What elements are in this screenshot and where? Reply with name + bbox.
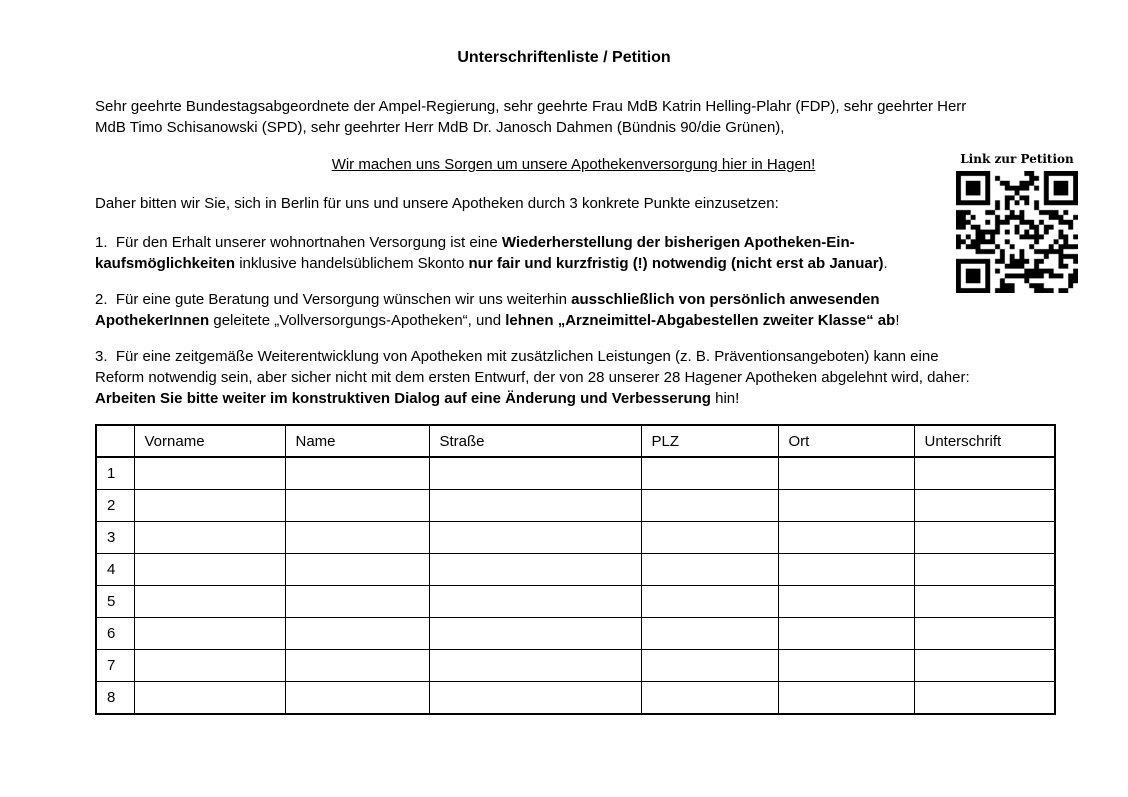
empty-signature-cell [914, 457, 1055, 490]
empty-signature-cell [134, 554, 285, 586]
empty-signature-cell [429, 490, 641, 522]
text-line: Reform notwendig sein, aber sicher nicht mit dem ersten Entwurf, der von 28 unserer 28 Hagener Apotheken abgelehnt wird, daher: [95, 369, 970, 386]
row-number-cell: 4 [96, 554, 134, 586]
petition-point-3 [95, 346, 970, 409]
row-number-cell: 3 [96, 522, 134, 554]
table-body [96, 457, 1055, 714]
salutation [95, 96, 966, 138]
empty-signature-cell [429, 682, 641, 715]
intro-text: Daher bitten wir Sie, sich in Berlin für uns und unsere Apotheken durch 3 konkrete Punkte einzusetzen: [95, 195, 779, 212]
empty-signature-cell [914, 650, 1055, 682]
empty-signature-cell [778, 586, 914, 618]
empty-signature-cell [134, 682, 285, 715]
empty-signature-cell [429, 618, 641, 650]
table-row [96, 457, 1055, 490]
petition-point-2 [95, 289, 970, 331]
empty-signature-cell [641, 490, 778, 522]
empty-signature-cell [778, 682, 914, 715]
empty-signature-cell [778, 457, 914, 490]
empty-signature-cell [429, 650, 641, 682]
table-row [96, 650, 1055, 682]
petition-points [95, 232, 970, 424]
empty-signature-cell [285, 554, 429, 586]
table-header-row [96, 425, 1055, 457]
empty-signature-cell [134, 522, 285, 554]
header-plz: PLZ [641, 425, 778, 457]
petition-point-1 [95, 232, 970, 274]
text-line: Sehr geehrte Bundestagsabgeordnete der Ampel-Regierung, sehr geehrte Frau MdB Katrin Helling-Plahr (FDP), sehr geehrter Herr [95, 98, 967, 115]
header-strasse: Straße [429, 425, 641, 457]
empty-signature-cell [914, 522, 1055, 554]
empty-signature-cell [914, 554, 1055, 586]
empty-signature-cell [285, 682, 429, 715]
table-row [96, 490, 1055, 522]
header-vorname: Vorname [134, 425, 285, 457]
text-line: 2. Für eine gute Beratung und Versorgung wünschen wir uns weiterhin ausschließlich von persönlich anwesenden [95, 291, 880, 308]
empty-signature-cell [914, 586, 1055, 618]
empty-signature-cell [285, 650, 429, 682]
empty-signature-cell [134, 490, 285, 522]
text-line: kaufsmöglichkeiten inklusive handelsüblichem Skonto nur fair und kurzfristig (!) notwendig (nicht erst ab Januar). [95, 255, 888, 272]
page-title: Unterschriftenliste / Petition [457, 49, 671, 66]
empty-signature-cell [134, 650, 285, 682]
empty-signature-cell [641, 682, 778, 715]
empty-signature-cell [429, 522, 641, 554]
header-ort: Ort [778, 425, 914, 457]
empty-signature-cell [285, 457, 429, 490]
row-number-cell: 1 [96, 457, 134, 490]
row-number-cell: 7 [96, 650, 134, 682]
intro-line [95, 193, 779, 214]
empty-signature-cell [778, 650, 914, 682]
qr-block [954, 152, 1080, 293]
empty-signature-cell [778, 490, 914, 522]
empty-signature-cell [641, 586, 778, 618]
table-row [96, 522, 1055, 554]
row-number-cell: 8 [96, 682, 134, 715]
header-row-number [96, 425, 134, 457]
row-number-cell: 2 [96, 490, 134, 522]
table-row [96, 682, 1055, 715]
empty-signature-cell [641, 650, 778, 682]
table-row [96, 554, 1055, 586]
empty-signature-cell [778, 618, 914, 650]
qr-label: Link zur Petition [960, 152, 1074, 166]
empty-signature-cell [429, 457, 641, 490]
empty-signature-cell [134, 457, 285, 490]
table-row [96, 618, 1055, 650]
empty-signature-cell [778, 554, 914, 586]
table-row [96, 586, 1055, 618]
empty-signature-cell [134, 618, 285, 650]
empty-signature-cell [429, 554, 641, 586]
empty-signature-cell [429, 586, 641, 618]
empty-signature-cell [134, 586, 285, 618]
empty-signature-cell [914, 682, 1055, 715]
empty-signature-cell [641, 457, 778, 490]
row-number-cell: 6 [96, 618, 134, 650]
empty-signature-cell [778, 522, 914, 554]
empty-signature-cell [914, 490, 1055, 522]
text-line: 3. Für eine zeitgemäße Weiterentwicklung von Apotheken mit zusätzlichen Leistungen (z. B. Präventionsangeboten) kann eine [95, 348, 939, 365]
text-line: Arbeiten Sie bitte weiter im konstruktiven Dialog auf eine Änderung und Verbesserung hin! [95, 390, 740, 407]
text-line: MdB Timo Schisanowski (SPD), sehr geehrter Herr MdB Dr. Janosch Dahmen (Bündnis 90/die Grünen), [95, 119, 785, 136]
header-name: Name [285, 425, 429, 457]
empty-signature-cell [285, 522, 429, 554]
petition-headline: Wir machen uns Sorgen um unsere Apothekenversorgung hier in Hagen! [331, 156, 816, 173]
empty-signature-cell [285, 586, 429, 618]
empty-signature-cell [285, 618, 429, 650]
empty-signature-cell [641, 618, 778, 650]
empty-signature-cell [914, 618, 1055, 650]
text-line: 1. Für den Erhalt unserer wohnortnahen Versorgung ist eine Wiederherstellung der bisherigen Apotheken-Ein- [95, 234, 855, 251]
row-number-cell: 5 [96, 586, 134, 618]
empty-signature-cell [641, 522, 778, 554]
empty-signature-cell [641, 554, 778, 586]
empty-signature-cell [285, 490, 429, 522]
qr-code [956, 171, 1078, 293]
signature-table [95, 424, 1056, 715]
text-line: ApothekerInnen geleitete „Vollversorgungs-Apotheken“, und lehnen „Arzneimittel-Abgabestellen zweiter Klasse“ ab! [95, 312, 900, 329]
header-unterschrift: Unterschrift [914, 425, 1055, 457]
